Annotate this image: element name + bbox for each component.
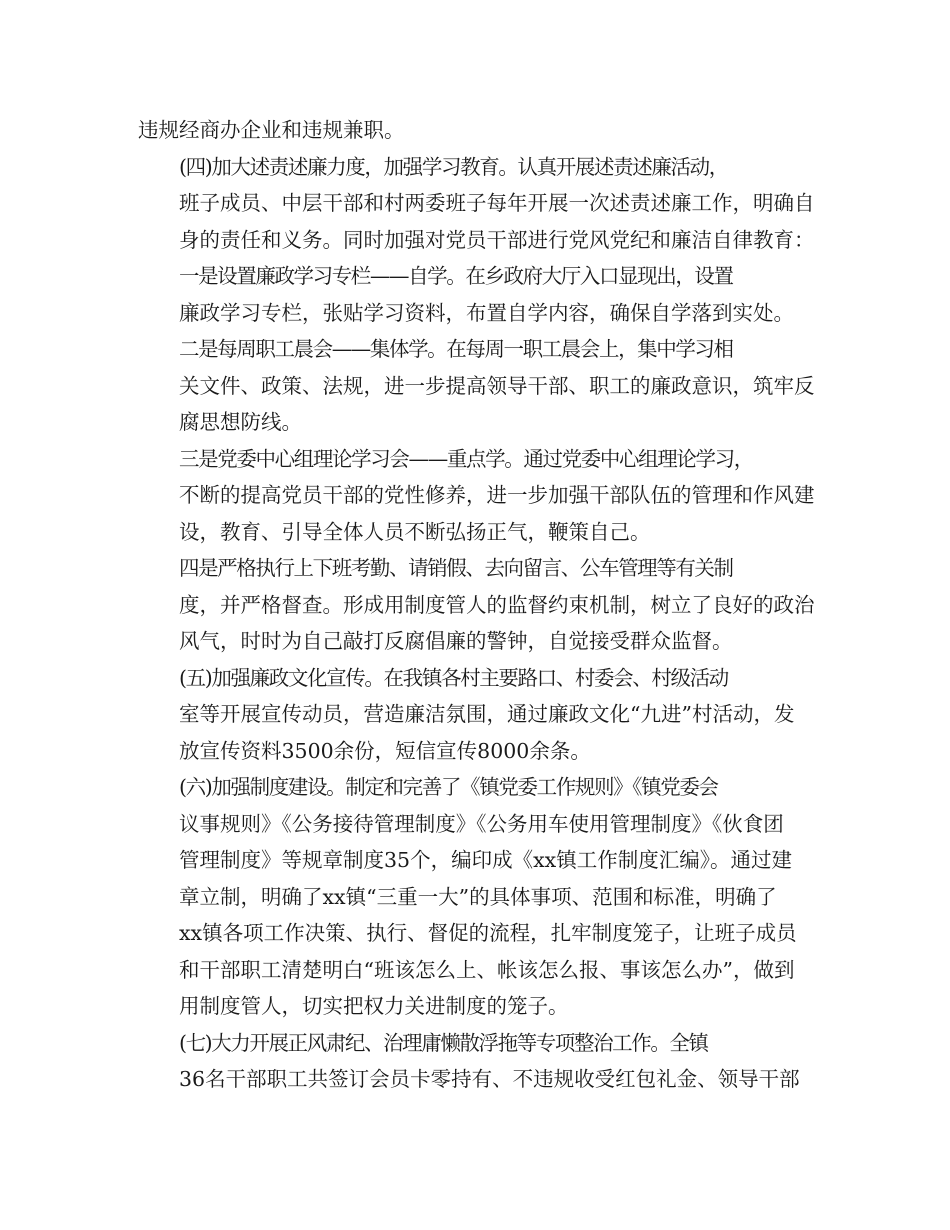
paragraph-continuation (138, 112, 818, 149)
text-line: 二是每周职工晨会——集体学。在每周一职工晨会上，集中学习相 (179, 337, 733, 361)
text-line: 议事规则》《公务接待管理制度》《公务用车使用管理制度》《伙食团 (179, 811, 784, 836)
text-line: 廉政学习专栏，张贴学习资料，布置自学内容，确保自学落到实处。 (179, 300, 794, 325)
text-line: 度，并严格督查。形成用制度管人的监督约束机制，树立了良好的政治 (179, 592, 815, 617)
text-line: (四)加大述责述廉力度，加强学习教育。认真开展述责述廉活动， (179, 154, 728, 179)
text-line: 章立制，明确了xx镇“三重一大”的具体事项、范围和标准，明确了 (179, 884, 777, 909)
paragraph-section-7 (138, 1025, 818, 1098)
text-line: 违规经商办企业和违规兼职。 (138, 118, 405, 142)
paragraph-item-3 (138, 441, 818, 551)
text-line: (六)加强制度建设。制定和完善了《镇党委工作规则》《镇党委会 (179, 775, 718, 799)
paragraph-item-1 (138, 258, 818, 331)
text-line: 不断的提高党员干部的党性修养，进一步加强干部队伍的管理和作风建 (179, 483, 815, 507)
text-line: 用制度管人，切实把权力关进制度的笼子。 (179, 994, 569, 1018)
text-line: 室等开展宣传动员，营造廉洁氛围，通过廉政文化“九进”村活动，发 (179, 702, 795, 726)
text-line: 四是严格执行上下班考勤、请销假、去向留言、公车管理等有关制 (179, 556, 733, 580)
paragraph-item-2 (138, 331, 818, 441)
paragraph-item-4 (138, 550, 818, 660)
text-line: 放宣传资料3500余份，短信宣传8000余条。 (179, 738, 591, 763)
text-line: 三是党委中心组理论学习会——重点学。通过党委中心组理论学习， (179, 446, 753, 471)
paragraph-section-4 (138, 149, 818, 259)
text-line: 一是设置廉政学习专栏——自学。在乡政府大厅入口显现出，设置 (179, 264, 733, 288)
text-line: (五)加强廉政文化宣传。在我镇各村主要路口、村委会、村级活动 (179, 665, 728, 690)
text-line: 班子成员、中层干部和村两委班子每年开展一次述责述廉工作，明确自 (179, 191, 815, 215)
text-line: 36名干部职工共签订会员卡零持有、不违规收受红包礼金、领导干部 (179, 1067, 800, 1091)
paragraph-section-5 (138, 660, 818, 770)
text-line: 设，教育、引导全体人员不断弘扬正气，鞭策自己。 (179, 519, 651, 544)
document-body (138, 112, 818, 1098)
text-line: 管理制度》等规章制度35个，编印成《xx镇工作制度汇编》。通过建 (179, 848, 792, 872)
text-line: xx镇各项工作决策、执行、督促的流程，扎牢制度笼子，让班子成员 (179, 921, 797, 945)
paragraph-section-6 (138, 769, 818, 1025)
text-line: 风气，时时为自己敲打反腐倡廉的警钟，自觉接受群众监督。 (179, 629, 733, 653)
text-line: (七)大力开展正风肃纪、治理庸懒散浮拖等专项整治工作。全镇 (179, 1030, 708, 1055)
text-line: 腐思想防线。 (179, 410, 302, 434)
text-line: 关文件、政策、法规，进一步提高领导干部、职工的廉政意识，筑牢反 (179, 373, 815, 398)
text-line: 和干部职工清楚明白“班该怎么上、帐该怎么报、事该怎么办”，做到 (179, 957, 795, 982)
text-line: 身的责任和义务。同时加强对党员干部进行党风党纪和廉洁自律教育： (179, 227, 815, 252)
